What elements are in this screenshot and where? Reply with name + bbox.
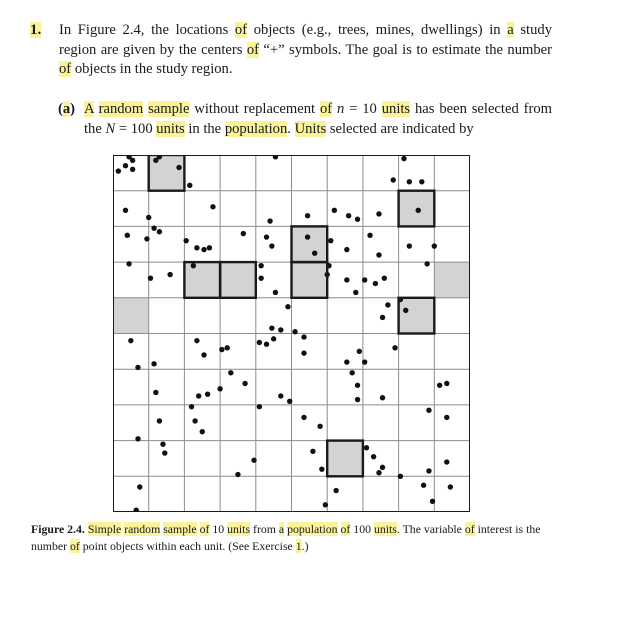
text-segment: n [336,101,345,117]
text-segment: objects in the study region. [71,61,233,77]
point-object [151,225,156,230]
point-object [426,408,431,413]
text-segment: of [59,61,72,77]
point-object [432,243,437,248]
point-object [225,345,230,350]
text-segment: units [381,101,411,117]
point-object [269,243,274,248]
exercise-paragraph [59,21,552,80]
point-object [241,231,246,236]
text-segment: = 10 [344,101,382,117]
point-object [355,397,360,402]
text-segment: 1 [295,538,302,553]
point-object [157,229,162,234]
text-segment: a [507,22,514,38]
figure-caption [31,521,553,554]
point-object [332,208,337,213]
text-segment [94,101,99,117]
point-object [385,302,390,307]
text-segment: Simple [87,522,122,536]
point-object [160,441,165,446]
text-segment: 100 [350,522,374,536]
text-segment: .) [301,538,309,553]
point-object [376,211,381,216]
point-object [353,290,358,295]
point-object [207,245,212,250]
point-object [403,308,408,313]
point-object [349,370,354,375]
point-object [200,429,205,434]
point-object [317,424,322,429]
text-segment: random [124,522,161,536]
point-object [189,404,194,409]
point-object [305,234,310,239]
text-segment: . The variable [396,522,465,536]
point-object [135,436,140,441]
point-object [426,468,431,473]
point-object [301,415,306,420]
text-segment: selected are indicated by [326,120,474,137]
point-object [437,383,442,388]
point-object [398,474,403,479]
point-object [273,290,278,295]
point-object [125,233,130,238]
text-segment: population [224,120,288,137]
sample-grid-figure [113,155,470,512]
caption-text [31,522,541,553]
point-object [391,177,396,182]
point-object [344,277,349,282]
point-object [144,236,149,241]
point-object [346,213,351,218]
point-object [176,165,181,170]
text-segment: of [70,538,80,553]
point-object [271,336,276,341]
selected-unit-fill [399,298,435,334]
point-object [430,499,435,504]
part-a-text [84,100,552,139]
text-segment: of [234,22,248,38]
point-object [258,263,263,268]
point-object [444,459,449,464]
point-object [362,359,367,364]
point-object [130,167,135,172]
point-object [148,275,153,280]
point-object [401,156,406,161]
point-object [153,390,158,395]
text-segment: 10 [209,522,228,536]
point-object [126,261,131,266]
point-object [376,470,381,475]
point-object [269,325,274,330]
point-object [373,281,378,286]
point-object [205,391,210,396]
point-object [301,334,306,339]
selected-unit-fill [220,262,256,298]
point-object [344,359,349,364]
text-segment: population [287,522,338,536]
point-object [367,233,372,238]
point-object [424,261,429,266]
point-object [123,163,128,168]
point-object [287,399,292,404]
point-object [444,381,449,386]
point-object [448,484,453,489]
point-object [235,472,240,477]
text-segment: without replacement [189,101,320,117]
point-object [344,247,349,252]
point-object [128,338,133,343]
point-object [376,252,381,257]
point-object [407,179,412,184]
point-object [292,329,297,334]
point-object [310,449,315,454]
point-object [251,458,256,463]
point-object [167,272,172,277]
text-segment: a [278,522,285,536]
point-object [357,349,362,354]
point-object [380,315,385,320]
point-object [380,465,385,470]
text-segment: “+” symbols. The goal is to estimate the number [259,41,552,58]
text-segment: of [199,522,210,536]
point-object [264,342,269,347]
point-object [257,340,262,345]
point-object [196,393,201,398]
point-object [267,218,272,223]
point-object [258,275,263,280]
text-segment: sample [163,522,197,536]
point-object [194,338,199,343]
point-object [116,168,121,173]
point-object [191,263,196,268]
selected-unit-fill [292,226,328,262]
selected-unit-fill [327,441,363,477]
selected-unit-fill [434,262,470,298]
point-object [328,238,333,243]
text-segment: units [227,522,251,536]
point-object [301,350,306,355]
point-object [151,361,156,366]
point-object [416,208,421,213]
text-segment: in the [184,120,225,137]
point-object [362,277,367,282]
point-object [264,234,269,239]
point-object [219,347,224,352]
point-object [257,404,262,409]
point-object [242,381,247,386]
point-object [444,415,449,420]
point-object [192,418,197,423]
text-segment: of [319,101,333,117]
text-segment: study region are given by the centers [59,22,552,58]
point-object [319,466,324,471]
point-object [380,395,385,400]
point-object [201,247,206,252]
point-object [305,213,310,218]
text-segment: point objects within each unit. (See Exercise [79,538,296,553]
part-a-label: (a) [58,101,76,117]
point-object [217,386,222,391]
point-object [355,217,360,222]
text-segment: objects (e.g., trees, mines, dwellings) in [247,22,508,38]
text-segment: = 100 [115,120,157,137]
point-object [273,155,278,159]
point-object [201,352,206,357]
text-segment: has been selected from the [84,101,552,137]
text-segment: N [105,120,116,137]
text-segment: Units [294,120,327,137]
point-object [135,365,140,370]
point-object [382,275,387,280]
point-object [333,488,338,493]
point-object [162,450,167,455]
point-object [278,327,283,332]
point-object [323,502,328,507]
point-object [210,204,215,209]
text-segment: of [340,522,351,536]
point-object [312,250,317,255]
point-object [183,238,188,243]
text-segment: of [464,522,475,536]
text-segment: units [373,522,397,536]
point-object [187,183,192,188]
selected-unit-fill [113,298,149,334]
point-object [146,215,151,220]
text-segment: sample [148,101,190,117]
text-segment: units [156,120,185,137]
point-object [392,345,397,350]
point-object [157,418,162,423]
point-object [228,370,233,375]
point-object [364,445,369,450]
text-segment: A [84,101,94,117]
text-segment: random [98,101,144,117]
point-object [407,243,412,248]
point-object [130,158,135,163]
point-object [371,454,376,459]
point-object [134,508,139,512]
point-object [194,245,199,250]
point-object [355,383,360,388]
text-segment: interest is the number [31,522,541,553]
text-segment: from [250,522,279,536]
text-segment: of [246,41,259,58]
point-object [285,304,290,309]
point-object [123,208,128,213]
caption-label: Figure 2.4. [31,522,85,536]
text-segment: In Figure 2.4, the locations [59,22,235,38]
point-object [278,393,283,398]
exercise-number: 1. [30,22,42,38]
selected-unit-fill [292,262,328,298]
point-object [421,483,426,488]
selected-unit-fill [184,262,220,298]
point-object [419,179,424,184]
text-segment: . [287,120,295,137]
point-object [137,484,142,489]
